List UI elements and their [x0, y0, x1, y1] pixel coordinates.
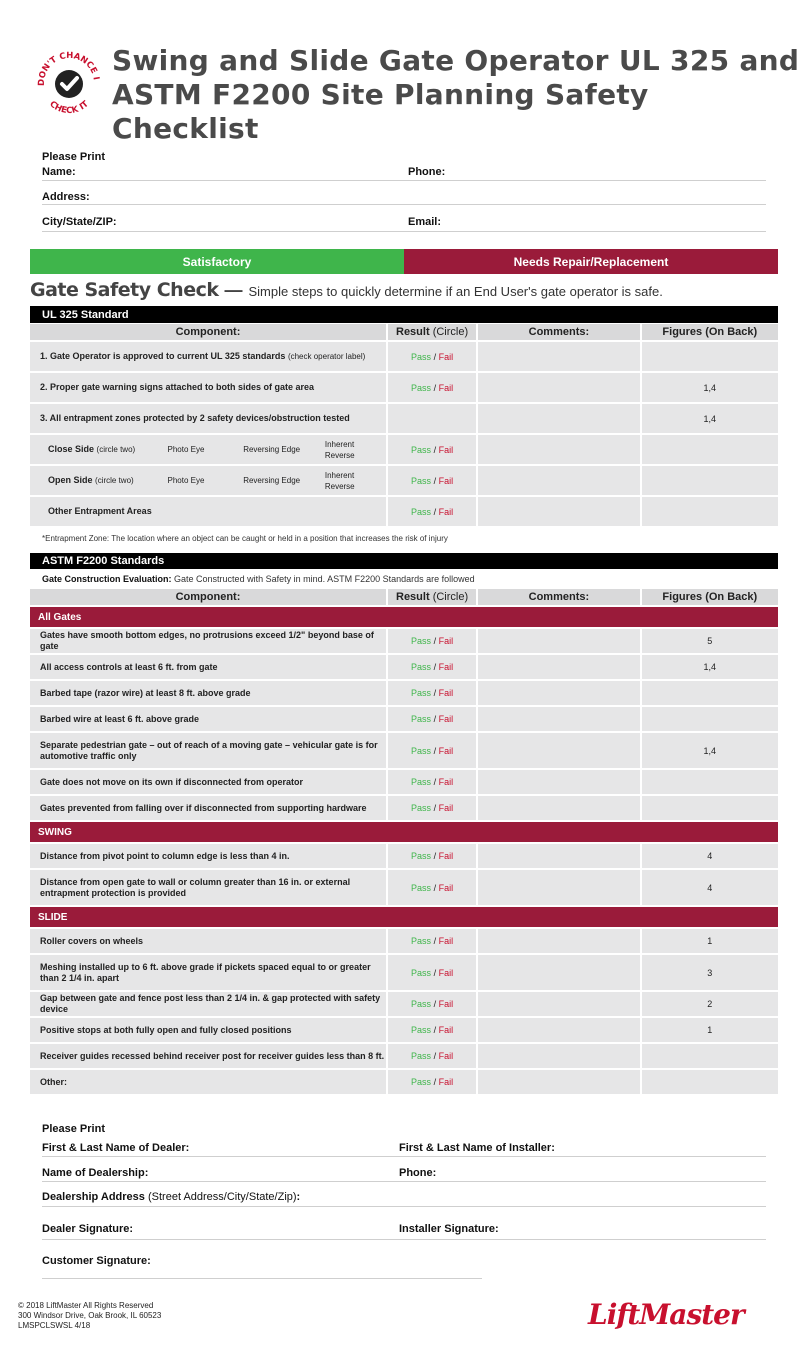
table-row	[30, 435, 778, 464]
component-cell: All access controls at least 6 ft. from gate	[30, 655, 386, 679]
component-cell: Gates have smooth bottom edges, no protrusions exceed 1/2" beyond base of gate	[30, 629, 386, 653]
email-label: Email:	[408, 216, 442, 228]
title-line-2: ASTM F2200 Site Planning Safety Checklist	[112, 78, 649, 145]
document-code: LMSPCLSWSL 4/18	[18, 1321, 91, 1330]
table-row	[30, 1044, 778, 1068]
component-cell: Separate pedestrian gate – out of reach of a moving gate – vehicular gate is for automotive traffic only	[30, 733, 386, 768]
result-cell[interactable]	[388, 870, 476, 905]
component-cell: 2. Proper gate warning signs attached to both sides of gate area	[30, 373, 386, 402]
table-row	[30, 870, 778, 905]
figures-cell: 4	[642, 844, 778, 868]
installer-signature-label: Installer Signature:	[399, 1223, 499, 1235]
pass-fail-separator: /	[433, 745, 437, 756]
dealer-signature-label: Dealer Signature:	[42, 1223, 134, 1235]
result-cell[interactable]	[388, 466, 476, 495]
fail-option[interactable]: Fail	[438, 506, 454, 517]
comments-cell[interactable]	[478, 992, 639, 1016]
figures-cell	[642, 342, 778, 371]
city-label: City/State/ZIP:	[42, 216, 117, 228]
figures-cell: 1	[642, 929, 778, 953]
dealer-name-label: First & Last Name of Dealer:	[42, 1142, 190, 1154]
figures-cell	[642, 1070, 778, 1094]
comments-cell[interactable]	[478, 733, 639, 768]
component-cell: 3. All entrapment zones protected by 2 safety devices/obstruction tested	[30, 404, 386, 433]
result-cell[interactable]	[388, 1018, 476, 1042]
pass-fail-separator: /	[433, 803, 437, 813]
figures-cell	[642, 681, 778, 705]
pass-fail-separator: /	[433, 506, 437, 517]
ul325-bar: UL 325 Standard	[30, 306, 778, 323]
fail-option[interactable]: Fail	[438, 936, 454, 946]
result-cell[interactable]	[388, 1070, 476, 1094]
col-comments: Comments:	[478, 324, 639, 340]
pass-option[interactable]: Pass	[411, 382, 432, 393]
result-cell[interactable]	[388, 733, 476, 768]
fail-option[interactable]: Fail	[438, 382, 454, 393]
table-row	[30, 796, 778, 820]
pass-fail-separator: /	[433, 688, 437, 698]
result-cell[interactable]	[388, 655, 476, 679]
needs-repair-badge: Needs Repair/Replacement	[404, 249, 778, 274]
figures-cell: 2	[642, 992, 778, 1016]
reversing-edge-option[interactable]: Reversing Edge	[243, 445, 301, 454]
component-cell: Distance from open gate to wall or column greater than 16 in. or external entrapment protection is provided	[30, 870, 386, 905]
component-cell: Roller covers on wheels	[30, 929, 386, 953]
checkmark-seal-icon	[34, 48, 104, 118]
table-row	[30, 929, 778, 953]
figures-cell: 1,4	[642, 655, 778, 679]
table-row	[30, 404, 778, 433]
comments-cell[interactable]	[478, 1044, 639, 1068]
pass-fail-separator: /	[433, 967, 437, 978]
all-gates-section	[30, 607, 778, 627]
fail-option[interactable]: Fail	[438, 967, 454, 978]
table-row	[30, 1070, 778, 1094]
address-text: 300 Windsor Drive, Oak Brook, IL 60523	[18, 1311, 162, 1320]
reversing-edge-option[interactable]: Reversing Edge	[243, 476, 301, 485]
result-cell[interactable]	[388, 955, 476, 990]
pass-fail-separator: /	[433, 1077, 437, 1087]
pass-fail-separator: /	[433, 1051, 437, 1061]
result-cell[interactable]	[388, 373, 476, 402]
dealership-phone-line[interactable]	[42, 1181, 766, 1182]
pass-fail-separator: /	[433, 351, 437, 362]
component-text: 1. Gate Operator is approved to current UL 325 standards	[40, 351, 286, 361]
comments-cell[interactable]	[478, 844, 639, 868]
pass-option[interactable]: Pass	[411, 936, 432, 946]
status-legend	[30, 249, 778, 274]
comments-cell[interactable]	[478, 870, 639, 905]
result-header-note: (Circle)	[432, 326, 469, 338]
astm-header-row	[30, 589, 778, 605]
figures-cell	[642, 1044, 778, 1068]
slide-section	[30, 907, 778, 927]
col-result	[388, 589, 476, 605]
title-line-1: Swing and Slide Gate Operator UL 325 and	[112, 44, 800, 77]
pass-option[interactable]: Pass	[411, 1025, 432, 1035]
dealership-address-line[interactable]	[42, 1206, 766, 1207]
swing-section-label: SWING	[30, 822, 778, 842]
col-comments: Comments:	[478, 589, 639, 605]
pass-fail-separator: /	[433, 999, 437, 1009]
comments-cell[interactable]	[478, 770, 639, 794]
page-title	[112, 44, 802, 146]
swing-section	[30, 822, 778, 842]
pass-fail-separator: /	[433, 444, 437, 455]
pass-fail-separator: /	[433, 1025, 437, 1035]
result-cell[interactable]	[388, 342, 476, 371]
result-cell[interactable]	[388, 992, 476, 1016]
fail-option[interactable]: Fail	[438, 803, 454, 813]
logo-text-top: DON'T CHANCE I	[36, 50, 101, 87]
result-header-text: Result	[396, 326, 430, 338]
component-note: (check operator label)	[287, 352, 366, 361]
fail-option[interactable]: Fail	[438, 475, 454, 486]
pass-fail-separator: /	[433, 882, 437, 893]
entrapment-footnote: *Entrapment Zone: The location where an object can be caught or held in a position that increases the risk of injury	[42, 534, 448, 543]
table-row	[30, 992, 778, 1016]
fail-option[interactable]: Fail	[438, 1051, 454, 1061]
customer-signature-label: Customer Signature:	[42, 1255, 151, 1267]
figures-cell	[642, 707, 778, 731]
result-cell[interactable]	[388, 707, 476, 731]
result-cell[interactable]	[388, 681, 476, 705]
figures-cell: 5	[642, 629, 778, 653]
pass-option[interactable]: Pass	[411, 1077, 432, 1087]
fail-option[interactable]: Fail	[438, 1025, 454, 1035]
result-cell[interactable]	[388, 1044, 476, 1068]
result-cell[interactable]	[388, 770, 476, 794]
dealer-info-form	[42, 1123, 766, 1283]
figures-cell: 4	[642, 870, 778, 905]
dealer-installer-line[interactable]	[42, 1156, 766, 1157]
slide-section-label: SLIDE	[30, 907, 778, 927]
address-label-text: Dealership Address	[42, 1191, 145, 1203]
table-row	[30, 466, 778, 495]
comments-cell[interactable]	[478, 404, 639, 433]
comments-cell[interactable]	[478, 681, 639, 705]
result-cell[interactable]	[388, 844, 476, 868]
comments-cell[interactable]	[478, 796, 639, 820]
table-row	[30, 770, 778, 794]
result-header-note: (Circle)	[432, 591, 469, 603]
pass-option[interactable]: Pass	[411, 851, 432, 861]
component-cell: Receiver guides recessed behind receiver post for receiver guides less than 8 ft.	[30, 1044, 386, 1068]
fail-option[interactable]: Fail	[438, 999, 454, 1009]
col-figures: Figures (On Back)	[642, 589, 778, 605]
table-row	[30, 373, 778, 402]
liftmaster-logo: LiftMaster	[588, 1298, 744, 1331]
figures-cell: 3	[642, 955, 778, 990]
table-row	[30, 681, 778, 705]
pass-option[interactable]: Pass	[411, 967, 432, 978]
fail-option[interactable]: Fail	[438, 714, 454, 724]
pass-fail-separator: /	[433, 714, 437, 724]
eval-text: Gate Constructed with Safety in mind. ASTM F2200 Standards are followed	[174, 574, 475, 584]
pass-option[interactable]: Pass	[411, 882, 432, 893]
satisfactory-badge: Satisfactory	[30, 249, 404, 274]
pass-fail-separator: /	[433, 382, 437, 393]
pass-option[interactable]: Pass	[411, 475, 432, 486]
comments-cell[interactable]	[478, 373, 639, 402]
col-component: Component:	[30, 324, 386, 340]
component-cell: Meshing installed up to 6 ft. above grade if pickets spaced equal to or greater than 2 1/4 in. apart	[30, 955, 386, 990]
component-cell: Barbed wire at least 6 ft. above grade	[30, 707, 386, 731]
name-label: Name:	[42, 166, 76, 178]
ul325-table	[28, 322, 780, 528]
fail-option[interactable]: Fail	[438, 851, 454, 861]
section-title: Gate Safety Check	[30, 279, 219, 301]
table-row	[30, 629, 778, 653]
other-entrapment-cell: Other Entrapment Areas	[30, 497, 386, 526]
pass-fail-separator: /	[433, 936, 437, 946]
component-cell: Distance from pivot point to column edge is less than 4 in.	[30, 844, 386, 868]
pass-option[interactable]: Pass	[411, 1051, 432, 1061]
address-line[interactable]	[42, 204, 766, 205]
result-cell[interactable]	[388, 629, 476, 653]
component-cell: Gate does not move on its own if disconnected from operator	[30, 770, 386, 794]
component-cell: Gates prevented from falling over if disconnected from supporting hardware	[30, 796, 386, 820]
comments-cell[interactable]	[478, 497, 639, 526]
table-row	[30, 497, 778, 526]
inherent-reverse-option[interactable]: Inherent Reverse	[324, 439, 355, 460]
section-subtitle: Simple steps to quickly determine if an End User's gate operator is safe.	[248, 284, 663, 299]
open-side-label: Open Side	[48, 475, 93, 485]
copyright-text: © 2018 LiftMaster All Rights Reserved	[18, 1301, 154, 1310]
gate-safety-check-heading	[30, 279, 663, 301]
figures-cell: 1,4	[642, 404, 778, 433]
comments-cell[interactable]	[478, 955, 639, 990]
fail-option[interactable]: Fail	[438, 662, 454, 672]
address-label: Address:	[42, 191, 90, 203]
result-cell-empty	[388, 404, 476, 433]
figures-cell: 1	[642, 1018, 778, 1042]
comments-cell[interactable]	[478, 629, 639, 653]
component-cell: Positive stops at both fully open and fully closed positions	[30, 1018, 386, 1042]
pass-option[interactable]: Pass	[411, 745, 432, 756]
result-header-text: Result	[396, 591, 430, 603]
component-cell: Barbed tape (razor wire) at least 8 ft. above grade	[30, 681, 386, 705]
col-figures: Figures (On Back)	[642, 324, 778, 340]
table-row	[30, 1018, 778, 1042]
photo-eye-option[interactable]: Photo Eye	[167, 476, 205, 485]
customer-signature-line[interactable]	[42, 1278, 482, 1279]
open-side-note: (circle two)	[95, 476, 134, 485]
svg-text:CHECK IT	[47, 99, 91, 116]
pass-fail-separator: /	[433, 851, 437, 861]
pass-option[interactable]: Pass	[411, 636, 432, 646]
address-label-colon: :	[296, 1191, 301, 1203]
dealer-phone-label: Phone:	[399, 1167, 437, 1179]
pass-fail-separator: /	[433, 475, 437, 486]
fail-option[interactable]: Fail	[438, 636, 454, 646]
astm-bar: ASTM F2200 Standards	[30, 553, 778, 569]
fail-option[interactable]: Fail	[438, 351, 454, 362]
table-row	[30, 955, 778, 990]
comments-cell[interactable]	[478, 707, 639, 731]
figures-cell	[642, 796, 778, 820]
photo-eye-option[interactable]: Photo Eye	[167, 445, 205, 454]
fail-option[interactable]: Fail	[438, 444, 454, 455]
comments-cell[interactable]	[478, 929, 639, 953]
close-side-cell	[30, 435, 386, 464]
component-cell: Other:	[30, 1070, 386, 1094]
result-cell[interactable]	[388, 929, 476, 953]
fail-option[interactable]: Fail	[438, 777, 454, 787]
figures-cell	[642, 466, 778, 495]
table-row	[30, 655, 778, 679]
eval-label: Gate Construction Evaluation:	[42, 574, 172, 584]
fail-option[interactable]: Fail	[438, 745, 454, 756]
result-cell[interactable]	[388, 435, 476, 464]
please-print-label: Please Print	[42, 1123, 105, 1135]
logo-text-bottom: CHECK IT	[47, 99, 91, 117]
pass-option[interactable]: Pass	[411, 714, 432, 724]
pass-fail-separator: /	[433, 636, 437, 646]
pass-option[interactable]: Pass	[411, 777, 432, 787]
open-side-cell	[30, 466, 386, 495]
figures-cell	[642, 770, 778, 794]
pass-option[interactable]: Pass	[411, 999, 432, 1009]
dealership-label: Name of Dealership:	[42, 1167, 149, 1179]
col-component: Component:	[30, 589, 386, 605]
comments-cell[interactable]	[478, 466, 639, 495]
pass-option[interactable]: Pass	[411, 351, 432, 362]
pass-option[interactable]: Pass	[411, 688, 432, 698]
figures-cell: 1,4	[642, 373, 778, 402]
close-side-note: (circle two)	[96, 445, 136, 454]
pass-fail-separator: /	[433, 662, 437, 672]
fail-option[interactable]: Fail	[438, 882, 454, 893]
fail-option[interactable]: Fail	[438, 688, 454, 698]
inherent-reverse-option[interactable]: Inherent Reverse	[324, 470, 355, 491]
please-print-label: Please Print	[42, 151, 105, 163]
ul325-header-row	[30, 324, 778, 340]
dont-chance-it-logo	[34, 48, 104, 118]
figures-cell	[642, 497, 778, 526]
figures-cell	[642, 435, 778, 464]
name-phone-line[interactable]	[42, 180, 766, 181]
col-result	[388, 324, 476, 340]
result-cell[interactable]	[388, 796, 476, 820]
installer-name-label: First & Last Name of Installer:	[399, 1142, 555, 1154]
comments-cell[interactable]	[478, 435, 639, 464]
section-dash: —	[224, 280, 243, 300]
table-row	[30, 342, 778, 371]
table-row	[30, 844, 778, 868]
comments-cell[interactable]	[478, 1070, 639, 1094]
pass-fail-separator: /	[433, 777, 437, 787]
city-email-line[interactable]	[42, 231, 766, 232]
result-cell[interactable]	[388, 497, 476, 526]
comments-cell[interactable]	[478, 1018, 639, 1042]
customer-info-form	[42, 151, 766, 228]
figures-cell: 1,4	[642, 733, 778, 768]
dealership-address-label	[42, 1191, 300, 1203]
comments-cell[interactable]	[478, 342, 639, 371]
comments-cell[interactable]	[478, 655, 639, 679]
component-cell	[30, 342, 386, 371]
pass-option[interactable]: Pass	[411, 444, 432, 455]
phone-label: Phone:	[408, 166, 446, 178]
pass-option[interactable]: Pass	[411, 662, 432, 672]
table-row	[30, 707, 778, 731]
signature-line[interactable]	[42, 1239, 766, 1240]
component-cell: Gap between gate and fence post less than 2 1/4 in. & gap protected with safety device	[30, 992, 386, 1016]
address-label-note: (Street Address/City/State/Zip)	[147, 1191, 297, 1203]
fail-option[interactable]: Fail	[438, 1077, 454, 1087]
footer-info	[18, 1301, 161, 1331]
close-side-label: Close Side	[48, 444, 95, 454]
pass-option[interactable]: Pass	[411, 506, 432, 517]
astm-table	[28, 587, 780, 1096]
gate-construction-evaluation	[42, 574, 475, 584]
pass-option[interactable]: Pass	[411, 803, 432, 813]
table-row	[30, 733, 778, 768]
all-gates-section-label: All Gates	[30, 607, 778, 627]
